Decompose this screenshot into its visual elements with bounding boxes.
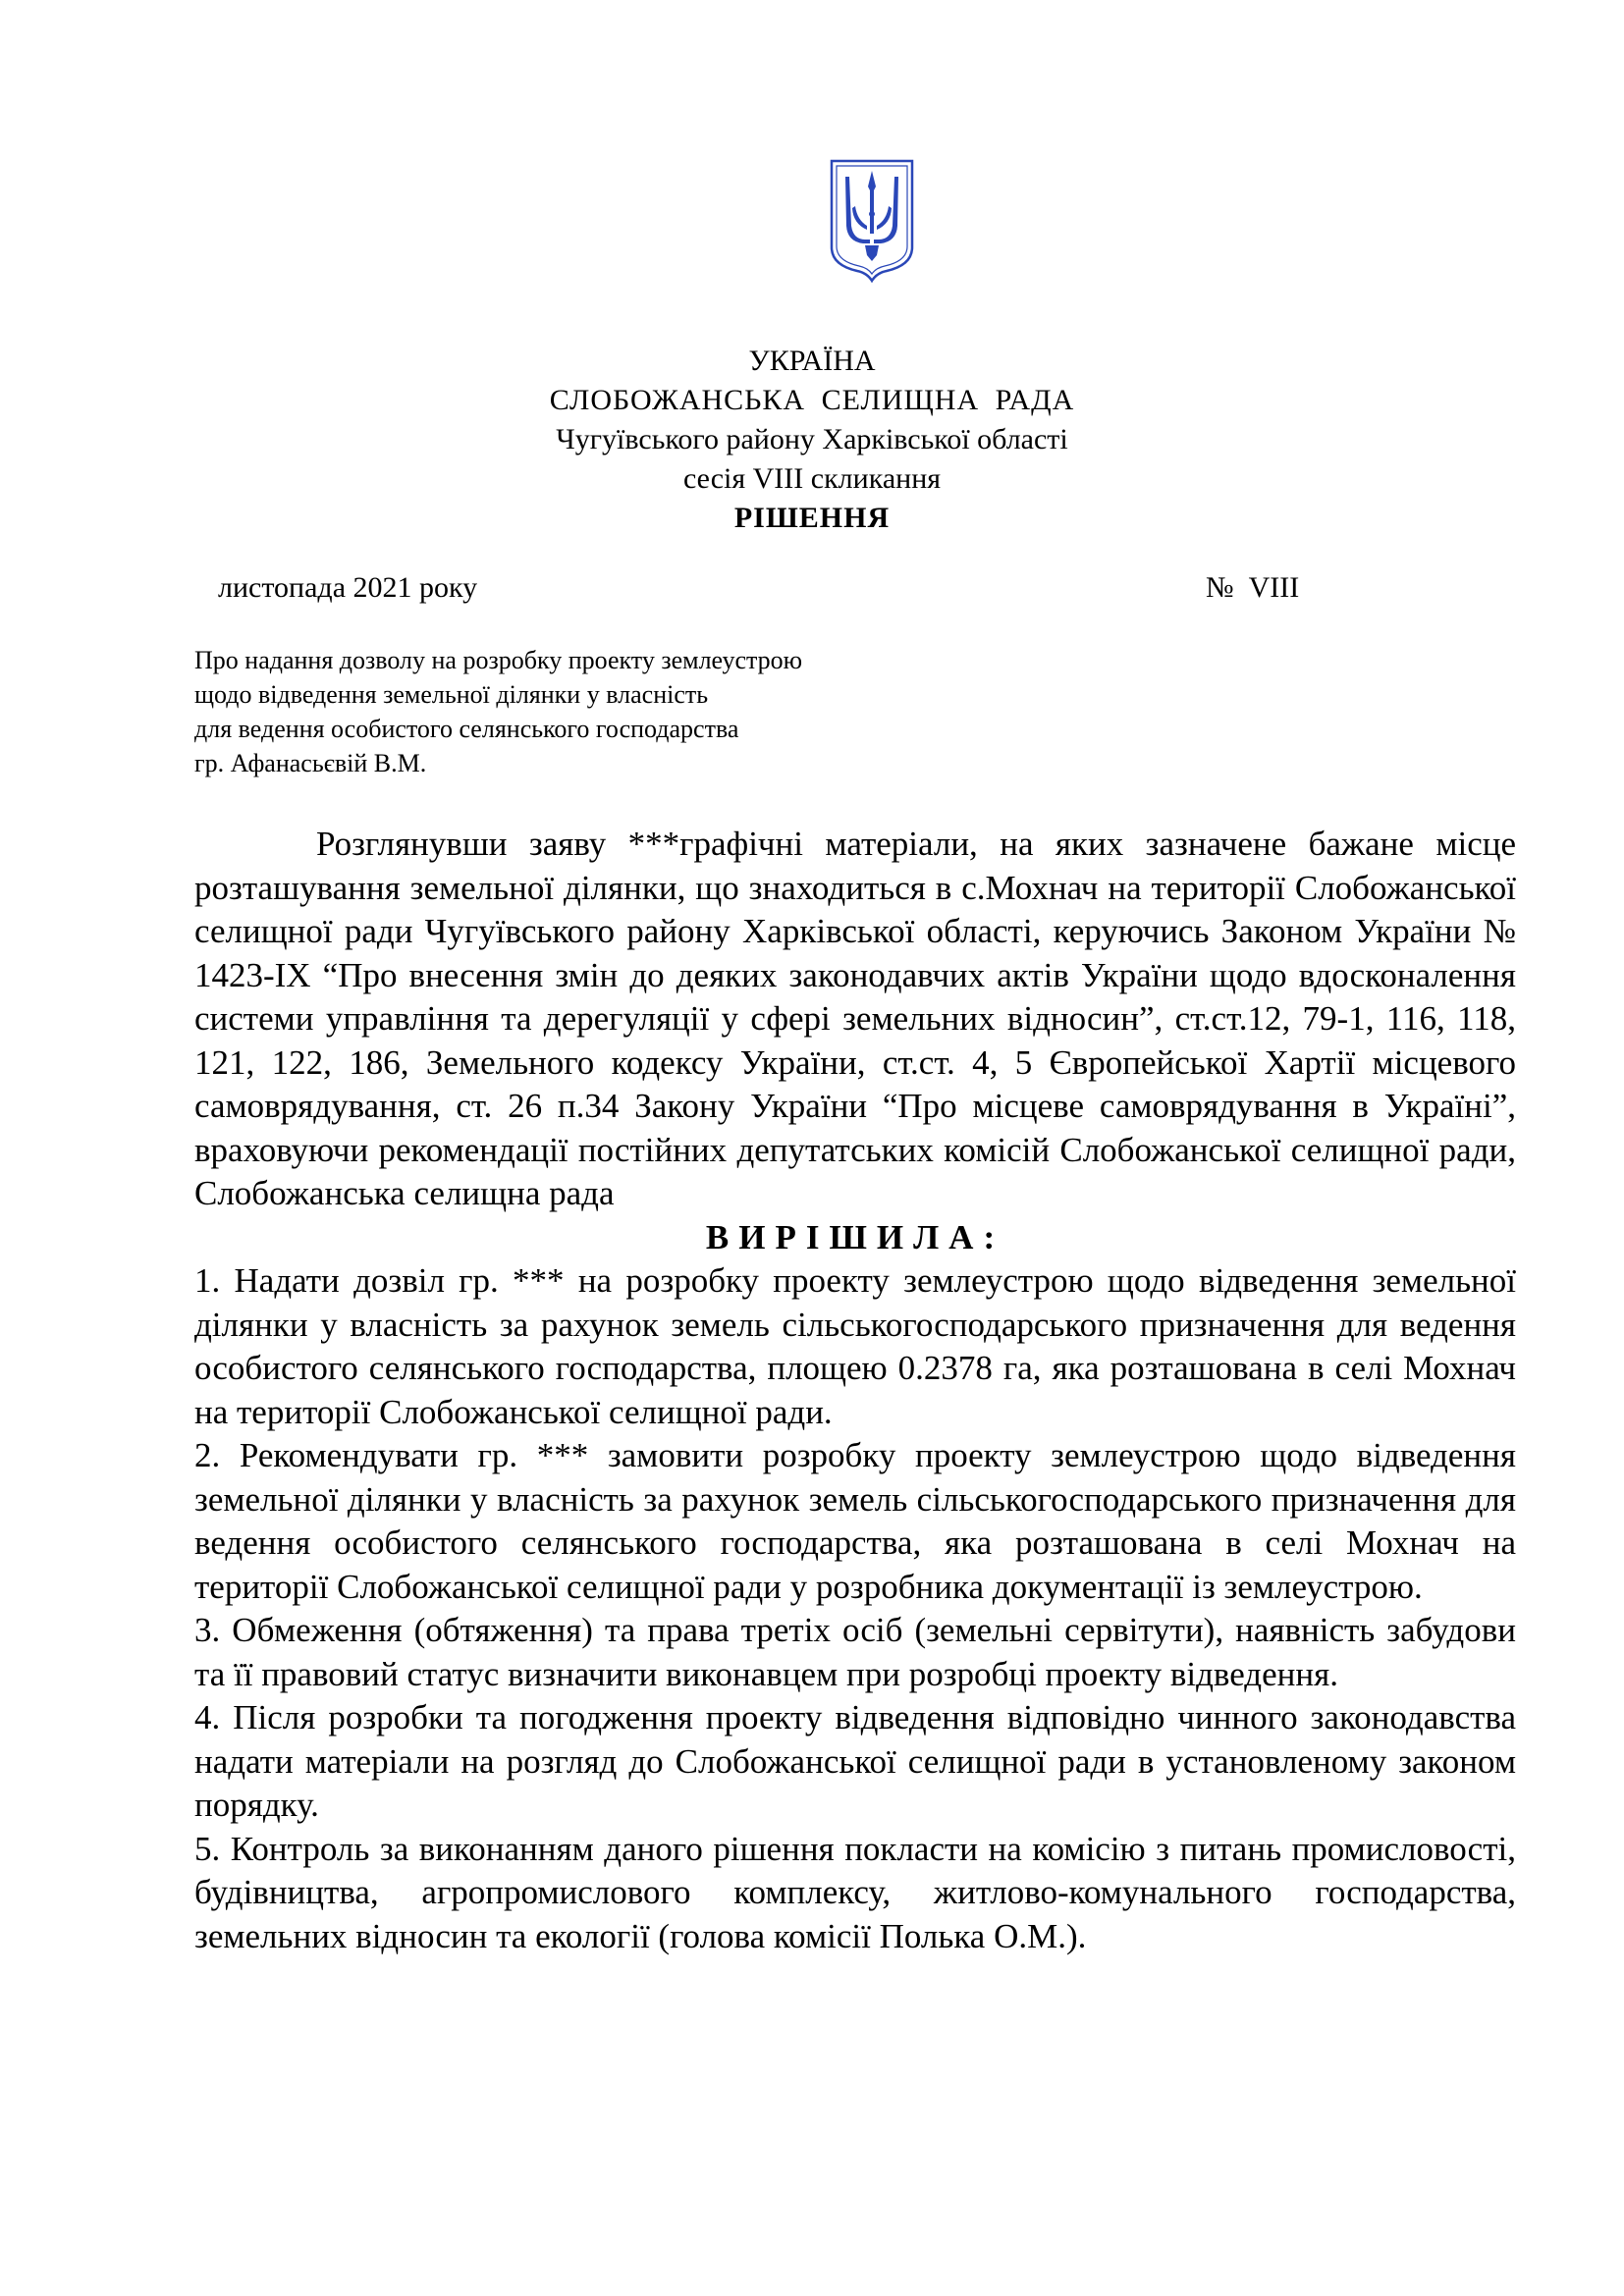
decision-item-4: 4. Після розробки та погодження проекту відведення відповідно чинного законодавства надати матеріали на розгляд до Слобожанської селищної ради в установленому законом порядку. [194,1698,1516,1824]
subject-line: для ведення особистого селянського господарства [194,715,739,743]
decision-item-3: 3. Обмеження (обтяження) та права третіх осіб (земельні сервітути), наявність забудови та її правовий статус визначити виконавцем при розробці проекту відведення. [194,1611,1516,1693]
document-title: РІШЕННЯ [733,502,891,534]
decision-number: № VIII [1206,571,1300,604]
decision-item-1: 1. Надати дозвіл гр. *** на розробку проекту землеустрою щодо відведення земельної ділянки у власність за рахунок земель сільськогосподарського призначення для ведення особистого селянського господарства, площею 0.2378 га, яка розташована в селі Мохнач на території Слобожанської селищної ради. [194,1261,1516,1431]
subject-line: Про надання дозволу на розробку проекту землеустрою [194,646,803,674]
header-country: УКРАЇНА [748,345,876,377]
subject-line: гр. Афанасьєвій В.М. [194,749,427,777]
decision-body [194,823,1516,1958]
decision-item-2: 2. Рекомендувати гр. *** замовити розробку проекту землеустрою щодо відведення земельної ділянки у власність за рахунок земель сільськогосподарського призначення для ведення особистого селянського господарства, яка розташована в селі Мохнач на території Слобожанської селищної ради у розробника документації із землеустрою. [194,1436,1516,1606]
coat-of-arms-trident-icon [828,157,916,285]
subject-line: щодо відведення земельної ділянки у власність [194,680,709,709]
header-session: сесія VIII скликання [682,462,942,495]
resolved-heading: ВИРІШИЛА: [705,1217,1005,1256]
preamble-paragraph: Розглянувши заяву ***графічні матеріали, на яких зазначене бажане місце розташування земельної ділянки, що знаходиться в с.Мохнач на території Слобожанської селищної ради Чугуївського району Харківської області, керуючись Законом України № 1423-IX “Про внесення змін до деяких законодавчих актів України щодо вдосконалення системи управління та дерегуляції у сфері земельних відносин”, ст.ст.12, 79-1, 116, 118, 121, 122, 186, Земельного кодексу України, ст.ст. 4, 5 Європейської Хартії місцевого самоврядування, ст. 26 п.34 Закону України “Про місцеве самоврядування в Україні”, враховуючи рекомендації постійних депутатських комісій Слобожанської селищної ради, Слобожанська селищна рада [194,825,1516,1212]
decision-item-5: 5. Контроль за виконанням даного рішення покласти на комісію з питань промисловості, будівництва, агропромислового комплексу, житлово-комунального господарства, земельних відносин та екології (голова комісії Полька О.М.). [194,1829,1516,1955]
header-district: Чугуївського району Харківської області [556,423,1068,455]
decision-date: листопада 2021 року [218,571,478,604]
decision-subject [194,643,980,780]
header-council: СЛОБОЖАНСЬКА СЕЛИЩНА РАДА [549,384,1075,416]
